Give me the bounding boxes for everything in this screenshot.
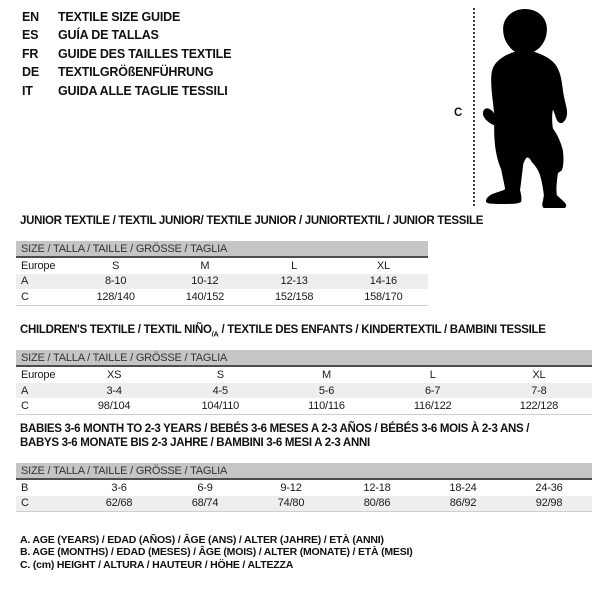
language-title: GUIDE DES TAILLES TEXTILE	[58, 46, 232, 61]
language-row	[22, 82, 231, 100]
cell: 6-9	[197, 481, 213, 494]
cell: 140/152	[160, 289, 249, 305]
cell: 18-24	[449, 481, 477, 494]
row-label: A	[16, 274, 71, 290]
language-title: GUIDA ALLE TAGLIE TESSILI	[58, 83, 228, 98]
cell: 7-8	[486, 383, 592, 399]
cell: 68/74	[162, 496, 248, 512]
section-childrens-textile	[16, 323, 592, 415]
title-subscript: /A	[211, 329, 219, 339]
children-size-table	[16, 367, 592, 415]
column-header-row	[16, 367, 592, 383]
cell: 8-10	[71, 274, 160, 290]
section-junior-textile	[16, 214, 484, 306]
cell: 3-4	[61, 383, 167, 399]
cell: 110/116	[273, 398, 379, 414]
language-code: IT	[22, 83, 33, 98]
cell: 6-7	[380, 383, 486, 399]
row-label: C	[16, 398, 61, 414]
column-header: Europe	[21, 259, 56, 272]
column-header: S	[216, 369, 224, 382]
language-code: DE	[22, 65, 39, 80]
column-header: Europe	[21, 369, 56, 382]
table-row	[16, 289, 428, 305]
cell: 158/170	[339, 289, 428, 305]
footnote-legend	[20, 534, 413, 571]
language-title: GUÍA DE TALLAS	[58, 28, 159, 43]
language-code: ES	[22, 28, 39, 43]
table-row	[16, 274, 428, 290]
junior-size-table	[16, 258, 428, 306]
cell: 74/80	[248, 496, 334, 512]
section-title-line1: BABIES 3-6 MONTH TO 2-3 YEARS / BEBÉS 3-6 MESES A 2-3 AÑOS / BÉBÉS 3-6 MOIS À 2-3 ANS /	[20, 423, 530, 435]
cell: 128/140	[71, 289, 160, 305]
language-title: TEXTILGRÖßENFÜHRUNG	[58, 65, 214, 80]
babies-size-table	[16, 480, 592, 512]
size-header-bar: SIZE / TALLA / TAILLE / GRÖSSE / TAGLIA	[16, 463, 592, 480]
column-header: L	[429, 369, 436, 382]
language-code: EN	[22, 10, 39, 24]
baby-silhouette	[480, 8, 575, 212]
cell: 104/110	[167, 398, 273, 414]
row-label: C	[16, 289, 71, 305]
section-title: JUNIOR TEXTILE / TEXTIL JUNIOR/ TEXTILE JUNIOR / JUNIORTEXTIL / JUNIOR TESSILE	[20, 215, 484, 227]
column-header: L	[291, 259, 298, 272]
column-header: XL	[532, 369, 546, 382]
row-label: C	[16, 496, 76, 512]
cell: 80/86	[334, 496, 420, 512]
height-label-c: C	[454, 107, 463, 119]
column-header: S	[112, 259, 120, 272]
cell: 12-18	[363, 481, 391, 494]
language-title-list	[22, 8, 231, 100]
cell: 86/92	[420, 496, 506, 512]
language-row	[22, 26, 231, 44]
section-title: CHILDREN'S TEXTILE / TEXTIL $NIÑO_{/A}$ / TEXTILE DES ENFANTS / KINDERTEXTIL / BAMBINI TESSILE	[20, 324, 546, 339]
cell: 5-6	[273, 383, 379, 399]
table-row	[16, 480, 592, 496]
size-header-bar: SIZE / TALLA / TAILLE / GRÖSSE / TAGLIA	[16, 350, 592, 367]
language-row	[22, 45, 231, 63]
cell: 4-5	[167, 383, 273, 399]
cell: 152/158	[250, 289, 339, 305]
column-header-row	[16, 258, 428, 274]
cell: 3-6	[111, 481, 127, 494]
column-header: XL	[376, 259, 390, 272]
column-header: M	[321, 369, 331, 382]
cell: 122/128	[486, 398, 592, 414]
table-row	[16, 496, 592, 512]
cell: 14-16	[339, 274, 428, 290]
height-measure-dotted-line	[473, 8, 475, 206]
footnote-a: A. AGE (YEARS) / EDAD (AÑOS) / ÂGE (ANS) / ALTER (JAHRE) / ETÀ (ANNI)	[20, 534, 384, 546]
cell: 92/98	[506, 496, 592, 512]
language-row	[22, 63, 231, 81]
footnote-b: B. AGE (MONTHS) / EDAD (MESES) / ÂGE (MOIS) / ALTER (MONATE) / ETÀ (MESI)	[20, 546, 413, 559]
column-header: M	[200, 259, 210, 272]
cell: 24-36	[535, 481, 563, 494]
cell: 62/68	[76, 496, 162, 512]
cell: 116/122	[380, 398, 486, 414]
cell: 9-12	[280, 481, 302, 494]
section-title-line2: BABYS 3-6 MONATE BIS 2-3 JAHRE / BAMBINI 3-6 MESI A 2-3 ANNI	[20, 437, 370, 449]
cell: 10-12	[160, 274, 249, 290]
cell: 98/104	[61, 398, 167, 414]
section-babies-textile	[16, 422, 592, 512]
footnote-c: C. (cm) HEIGHT / ALTURA / HAUTEUR / HÖHE / ALTEZZA	[20, 558, 294, 571]
table-row	[16, 398, 592, 414]
language-title: TEXTILE SIZE GUIDE	[58, 10, 181, 24]
language-code: FR	[22, 46, 39, 61]
table-row	[16, 383, 592, 399]
size-header-bar: SIZE / TALLA / TAILLE / GRÖSSE / TAGLIA	[16, 241, 428, 258]
cell: 12-13	[250, 274, 339, 290]
row-label: B	[21, 481, 29, 494]
column-header: XS	[106, 369, 122, 382]
row-label: A	[16, 383, 61, 399]
language-row	[22, 8, 231, 26]
